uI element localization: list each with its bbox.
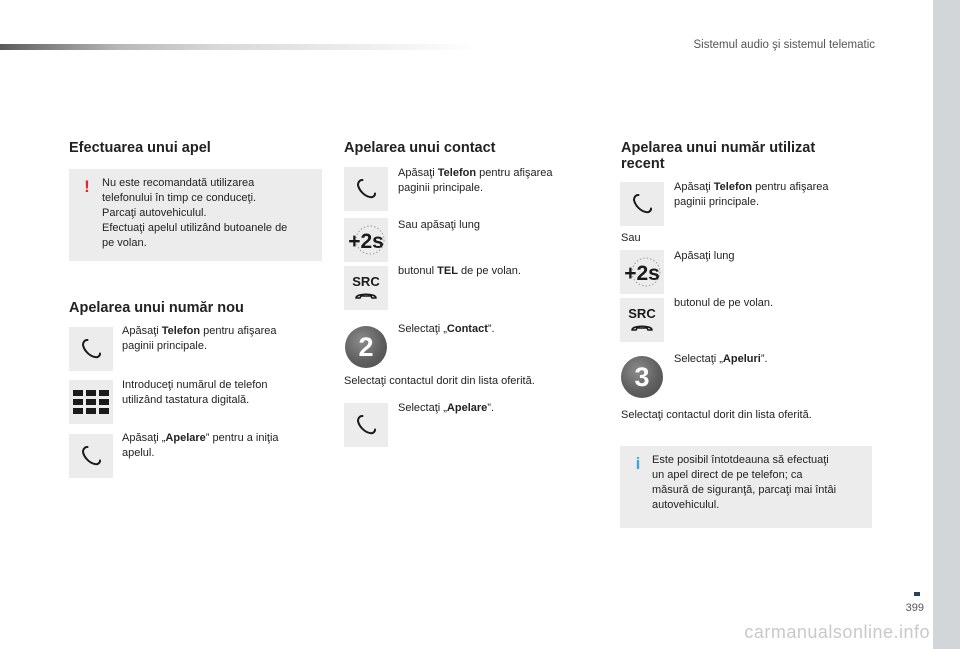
step-number-2: 2: [345, 326, 387, 368]
page-number: 399: [905, 602, 924, 614]
phone-icon: [78, 443, 104, 469]
info-box: [620, 446, 872, 528]
right-sidebar-strip: [933, 0, 960, 649]
long-press-button[interactable]: [620, 250, 664, 294]
src-button[interactable]: [344, 266, 388, 310]
exclamation-icon: !: [84, 177, 90, 196]
step-text: butonul de pe volan.: [674, 297, 774, 309]
svg-text:+2s: +2s: [624, 262, 660, 285]
step-text: Selectaţi „Contact”.: [398, 323, 495, 335]
src-button-icon: [624, 305, 660, 335]
step-text: Sau apăsaţi lung: [398, 219, 480, 231]
watermark: carmanualsonline.info: [744, 622, 930, 642]
page-marker: [914, 592, 920, 596]
note-text: Selectaţi contactul dorit din lista oferită.: [344, 375, 535, 387]
step-text: Apăsaţi Telefon pentru afişarea paginii principale.: [398, 167, 553, 194]
or-label: Sau: [621, 232, 641, 244]
section-title-call-contact: Apelarea unui contact: [344, 140, 496, 156]
long-press-2s-icon: [622, 256, 662, 288]
warning-text: Nu este recomandată utilizarea telefonului în timp ce conduceţi. Parcaţi autovehiculul. Efectuaţi apelul utilizând butoanele de pe volan.: [102, 177, 288, 249]
note-text: Selectaţi contactul dorit din lista oferită.: [621, 409, 812, 421]
src-button[interactable]: [620, 298, 664, 342]
step-text: Apăsaţi Telefon pentru afişarea paginii principale.: [674, 181, 829, 208]
step-text: butonul TEL de pe volan.: [398, 265, 521, 277]
page-header-title: Sistemul audio şi sistemul telematic: [693, 39, 875, 51]
info-text: Este posibil întotdeauna să efectuaţi un apel direct de pe telefon; ca măsură de siguranţă, parcaţi mai întâi autovehiculul.: [652, 454, 837, 511]
warning-box: [69, 169, 322, 261]
svg-text:SRC: SRC: [628, 306, 656, 321]
step-number-3: 3: [621, 356, 663, 398]
step-text: Selectaţi „Apelare”.: [398, 402, 495, 414]
call-button[interactable]: [344, 403, 388, 447]
long-press-2s-icon: [346, 224, 386, 256]
phone-button[interactable]: [620, 182, 664, 226]
step-text: Apăsaţi „Apelare” pentru a iniţia apelul.: [122, 432, 279, 459]
top-decorative-bar: [0, 44, 480, 50]
long-press-button[interactable]: [344, 218, 388, 262]
phone-icon: [353, 176, 379, 202]
info-icon: i: [635, 454, 641, 473]
phone-button[interactable]: [344, 167, 388, 211]
section-title-new-number: Apelarea unui număr nou: [69, 300, 244, 316]
phone-icon: [353, 412, 379, 438]
phone-icon: [629, 191, 655, 217]
step-text: Apăsaţi lung: [674, 250, 735, 262]
phone-button[interactable]: [69, 327, 113, 371]
phone-icon: [78, 336, 104, 362]
step-text: Apăsaţi Telefon pentru afişarea paginii principale.: [122, 325, 277, 352]
svg-text:SRC: SRC: [352, 274, 380, 289]
step-text: Selectaţi „Apeluri”.: [674, 353, 768, 365]
section-title-make-call: Efectuarea unui apel: [69, 140, 211, 156]
keypad-icon: [72, 389, 110, 415]
step-text: Introduceţi numărul de telefon utilizând tastatura digitală.: [122, 379, 268, 406]
src-button-icon: [348, 273, 384, 303]
svg-text:+2s: +2s: [348, 230, 384, 253]
keypad-button[interactable]: [69, 380, 113, 424]
section-title-recent-number: Apelarea unui număr utilizat recent: [621, 140, 816, 172]
call-button[interactable]: [69, 434, 113, 478]
